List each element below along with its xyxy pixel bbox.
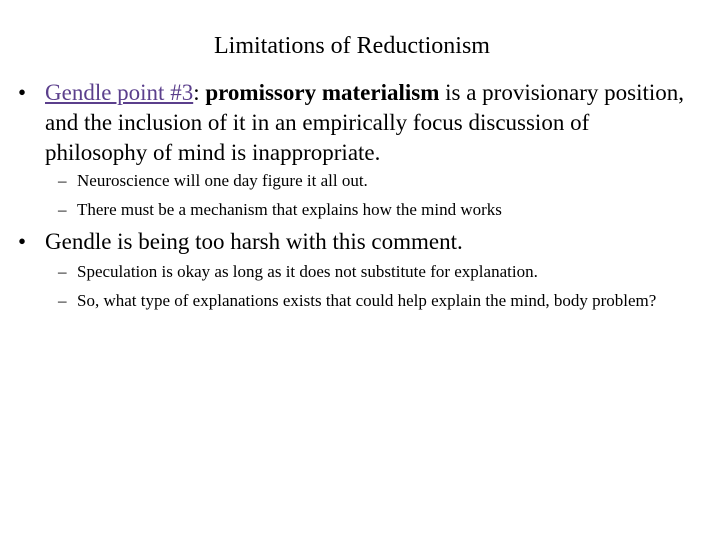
bullet-item bbox=[18, 227, 688, 257]
sub-bullet-item bbox=[58, 198, 688, 222]
bullet-text-colon: : bbox=[193, 80, 206, 105]
sub-bullet-text: Neuroscience will one day figure it all out. bbox=[77, 171, 368, 190]
sub-bullet-marker: – bbox=[58, 291, 67, 310]
sub-bullet-text: There must be a mechanism that explains how the mind works bbox=[77, 200, 502, 219]
bullet-text: Gendle is being too harsh with this comment. bbox=[45, 229, 463, 254]
slide-title: Limitations of Reductionism bbox=[214, 33, 490, 59]
sub-bullet-marker: – bbox=[58, 171, 67, 190]
sub-bullet-text: Speculation is okay as long as it does not substitute for explanation. bbox=[77, 262, 538, 281]
bullet-marker: • bbox=[18, 80, 27, 105]
bullet-text-rest: is a provisionary position, and the inclusion of it in an empirically focus discussion of philosophy of mind is inappropriate. bbox=[45, 80, 685, 165]
bullet-bold-term: promissory materialism bbox=[205, 80, 440, 105]
sub-bullet-marker: – bbox=[58, 262, 67, 281]
sub-bullet-item bbox=[58, 289, 688, 313]
sub-bullet-marker: – bbox=[58, 200, 67, 219]
sub-bullet-item bbox=[58, 169, 688, 193]
bullet-marker: • bbox=[18, 229, 27, 254]
bullet-item bbox=[18, 78, 688, 168]
bullet-text bbox=[45, 78, 688, 168]
gendle-point-link[interactable]: Gendle point #3 bbox=[45, 80, 194, 105]
sub-bullet-item bbox=[58, 260, 688, 284]
sub-bullet-text: So, what type of explanations exists that could help explain the mind, body problem? bbox=[77, 291, 657, 310]
